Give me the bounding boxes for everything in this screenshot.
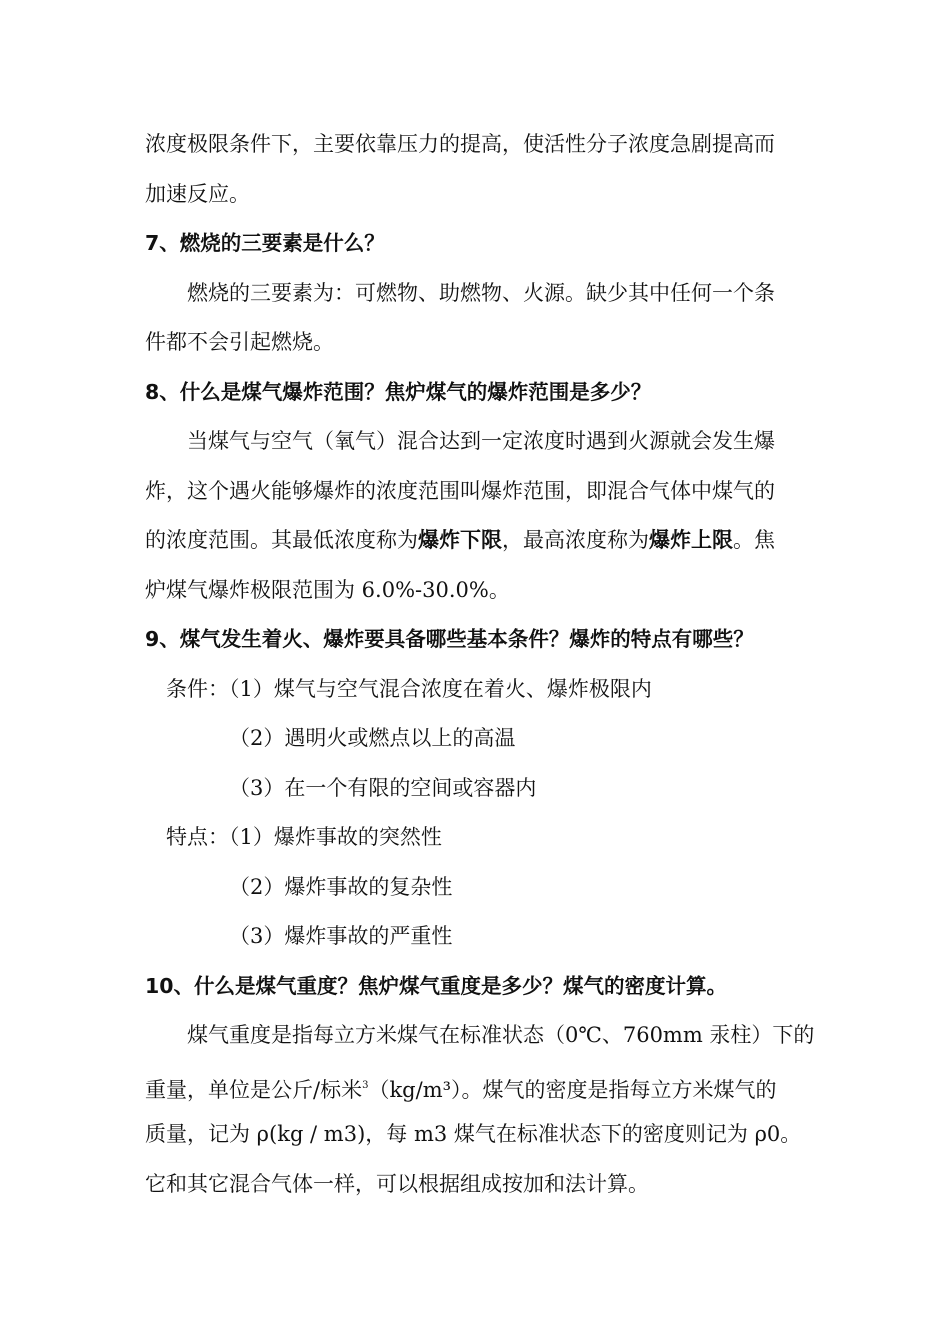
conditions-label: 条件： (166, 676, 229, 701)
question-8-heading: 8、什么是煤气爆炸范围？焦炉煤气的爆炸范围是多少？ (145, 379, 652, 404)
condition-item: （1）煤气与空气混合浓度在着火、爆炸极限内 (229, 676, 652, 701)
superscript: 3 (362, 1079, 369, 1091)
paragraph-line: 它和其它混合气体一样，可以根据组成按加和法计算。 (145, 1171, 649, 1196)
feature-item: （1）爆炸事故的突然性 (229, 825, 442, 849)
text-run: （kg/m³）。煤气的密度是指每立方米煤气的 (368, 1077, 777, 1102)
condition-item: （2）遇明火或燃点以上的高温 (229, 726, 516, 750)
document-page (145, 120, 815, 1209)
paragraph-line: 件都不会引起燃烧。 (145, 330, 334, 354)
paragraph-line (145, 516, 810, 566)
text-run: 的浓度范围。其最低浓度称为 (145, 528, 418, 552)
paragraph-line: 当煤气与空气（氧气）混合达到一定浓度时遇到火源就会发生爆 (187, 429, 775, 453)
paragraph-line: 炉煤气爆炸极限范围为 6.0%-30.0%。 (145, 577, 510, 602)
conditions-row (145, 665, 810, 715)
text-run: 重量，单位是公斤/标米 (145, 1077, 363, 1102)
feature-item: （3）爆炸事故的严重性 (229, 924, 453, 948)
features-label: 特点： (166, 825, 229, 849)
question-9-heading: 9、煤气发生着火、爆炸要具备哪些基本条件？爆炸的特点有哪些？ (145, 627, 754, 651)
paragraph-line: 炸，这个遇火能够爆炸的浓度范围叫爆炸范围，即混合气体中煤气的 (145, 478, 775, 503)
paragraph-line: 燃烧的三要素为：可燃物、助燃物、火源。缺少其中任何一个条 (187, 280, 775, 305)
text-run: 。焦 (733, 528, 775, 552)
lower-limit-term: 爆炸下限 (418, 528, 502, 552)
paragraph-line (145, 1061, 810, 1111)
condition-item: （3）在一个有限的空间或容器内 (229, 775, 537, 800)
text-run: ，最高浓度称为 (502, 528, 649, 552)
upper-limit-term: 爆炸上限 (649, 528, 733, 552)
paragraph-line: 煤气重度是指每立方米煤气在标准状态（0℃、760mm 汞柱）下的 (187, 1023, 815, 1047)
feature-item: （2）爆炸事故的复杂性 (229, 874, 453, 899)
paragraph-line: 加速反应。 (145, 181, 250, 206)
question-7-heading: 7、燃烧的三要素是什么？ (145, 231, 385, 255)
question-10-heading: 10、什么是煤气重度？焦炉煤气重度是多少？煤气的密度计算。 (145, 973, 728, 998)
paragraph-line: 质量，记为 ρ(kg / m3)，每 m3 煤气在标准状态下的密度则记为 ρ0。 (145, 1122, 802, 1146)
paragraph-line: 浓度极限条件下，主要依靠压力的提高，使活性分子浓度急剧提高而 (145, 132, 775, 156)
features-row (145, 813, 810, 863)
